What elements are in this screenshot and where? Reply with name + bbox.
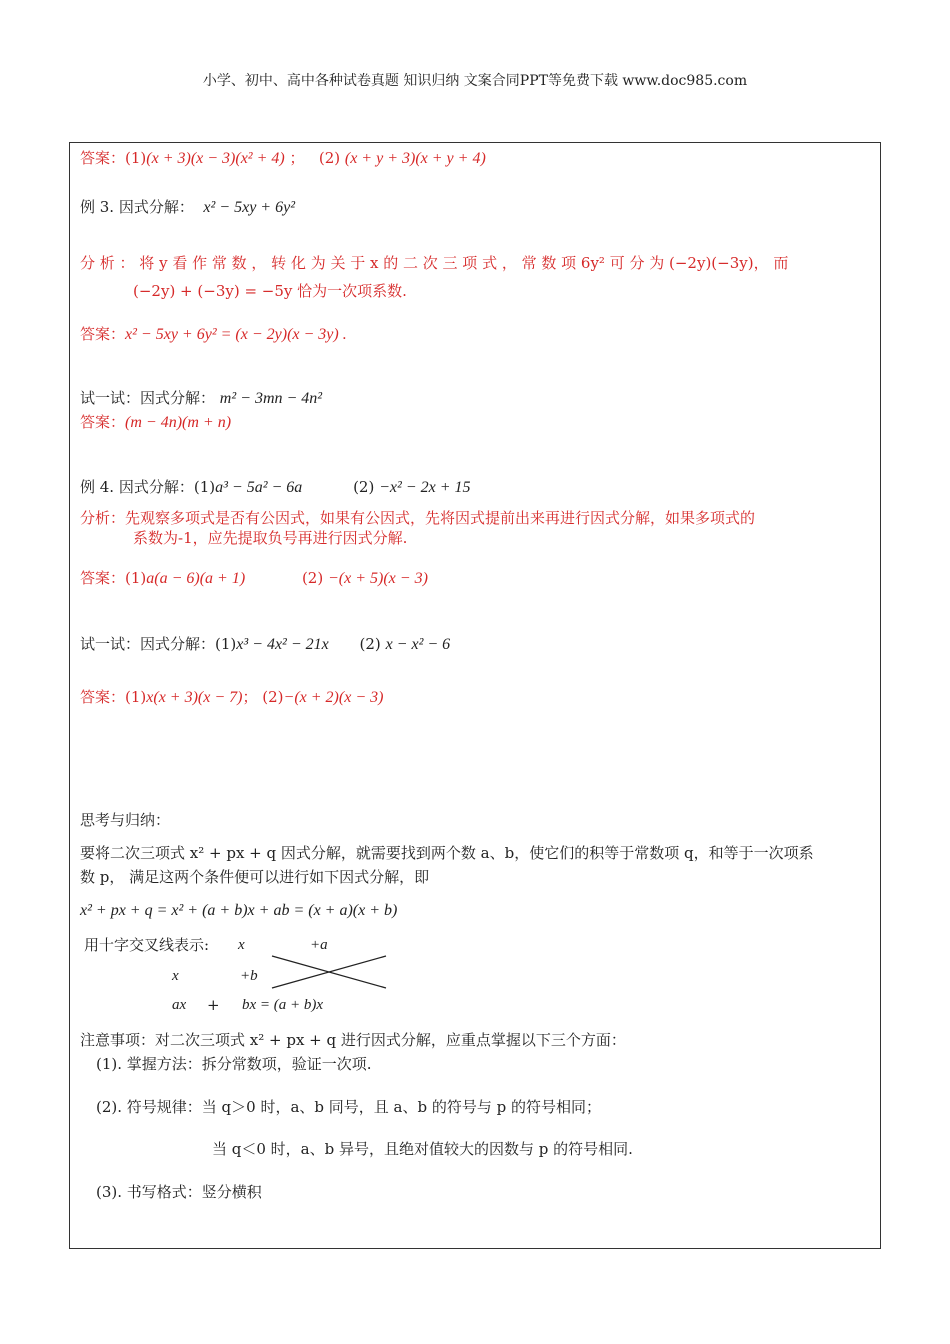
example-4-question — [80, 477, 471, 498]
cross-x-top: x — [238, 937, 245, 953]
summary-title: 思考与归纳： — [80, 811, 171, 829]
answer-label: 答案： — [80, 569, 126, 587]
answer-part2-num: (2) — [301, 569, 324, 587]
note-3: (3). 书写格式：竖分横积 — [96, 1183, 262, 1201]
answer-part1-num: (1) — [125, 688, 147, 706]
cross-lines-diagram — [270, 952, 390, 992]
example-4-analysis-line2: 系数为-1，应先提取负号再进行因式分解. — [133, 529, 408, 547]
example-4-analysis-line1: 分析：先观察多项式是否有公因式，如果有公因式，先将因式提前出来再进行因式分解，如果多项式的 — [80, 509, 756, 527]
question-label: 试一试：因式分解： — [80, 389, 216, 407]
cross-bx: bx = (a + b)x — [242, 997, 324, 1013]
question-label: 例 4. 因式分解：(1) — [80, 478, 216, 496]
answer-part1: a(a − 6)(a + 1) — [146, 570, 246, 587]
cross-b: +b — [240, 968, 258, 984]
example-3-question — [80, 197, 295, 218]
summary-line2: 数 p， 满足这两个条件便可以进行如下因式分解，即 — [80, 868, 430, 886]
cross-ax: ax — [172, 997, 187, 1013]
cross-method-label: 用十字交叉线表示: — [84, 936, 210, 954]
answer-part2-num: (2) — [262, 688, 284, 706]
note-2-continued: 当 q＜0 时，a、b 异号，且绝对值较大的因数与 p 的符号相同. — [212, 1140, 633, 1158]
try-1-question — [80, 388, 322, 409]
cross-x-bottom: x — [172, 968, 179, 984]
question-expression: m² − 3mn − 4n² — [219, 390, 323, 407]
answer-part2: −(x + 5)(x − 3) — [327, 570, 428, 587]
answer-label: 答案： — [80, 413, 126, 431]
question-part2-num: (2) — [359, 635, 381, 653]
question-label: 例 3. 因式分解： — [80, 198, 194, 216]
question-part1: a³ − 5a² − 6a — [215, 479, 303, 496]
cross-plus: + — [207, 996, 220, 1014]
summary-line1: 要将二次三项式 x² + px + q 因式分解，就需要找到两个数 a、b，使它们的积等于常数项 q，和等于一次项系 — [80, 844, 814, 862]
page-header: 小学、初中、高中各种试卷真题 知识归纳 文案合同PPT等免费下载 www.doc985.com — [202, 73, 748, 89]
answer-part2: −(x + 2)(x − 3) — [283, 689, 384, 706]
answer-part2: (x + y + 3)(x + y + 4) — [344, 150, 486, 167]
answer-part2-num: (2) — [318, 149, 341, 167]
question-part2: −x² − 2x + 15 — [379, 479, 471, 496]
answer-label: 答案： — [80, 688, 126, 706]
note-1: (1). 掌握方法：拆分常数项，验证一次项. — [96, 1055, 372, 1073]
note-2: (2). 符号规律：当 q＞0 时，a、b 同号，且 a、b 的符号与 p 的符号相同； — [96, 1098, 602, 1116]
prev-answer — [80, 148, 486, 169]
answer-separator: ； — [242, 688, 258, 706]
answer-expression: (m − 4n)(m + n) — [125, 414, 232, 431]
notes-title: 注意事项：对二次三项式 x² + px + q 进行因式分解，应重点掌握以下三个方面： — [80, 1031, 626, 1049]
try-2-answer — [80, 687, 383, 708]
question-part2-num: (2) — [353, 478, 375, 496]
answer-expression: x² − 5xy + 6y² = (x − 2y)(x − 3y) . — [125, 326, 347, 343]
cross-a: +a — [310, 937, 328, 953]
answer-label: 答案： — [80, 149, 126, 167]
answer-part1-num: (1) — [125, 149, 147, 167]
question-label: 试一试：因式分解：(1) — [80, 635, 237, 653]
summary-formula: x² + px + q = x² + (a + b)x + ab = (x + a)(x + b) — [80, 902, 398, 919]
try-1-answer — [80, 412, 231, 433]
answer-part1-num: (1) — [125, 569, 147, 587]
question-part1: x³ − 4x² − 21x — [236, 636, 329, 653]
answer-separator: ； — [289, 149, 305, 167]
example-4-answer — [80, 568, 428, 589]
example-3-answer — [80, 324, 347, 345]
answer-label: 答案： — [80, 325, 126, 343]
question-part2: x − x² − 6 — [385, 636, 451, 653]
try-2-question — [80, 634, 450, 655]
example-3-analysis-line1: 分 析 ： 将 y 看 作 常 数 ， 转 化 为 关 于 x 的 二 次 三 项 式 ， 常 数 项 6y² 可 分 为 (−2y)(−3y)， 而 — [80, 254, 789, 272]
answer-part1: x(x + 3)(x − 7) — [146, 689, 243, 706]
example-3-analysis-line2: (−2y) + (−3y) = −5y 恰为一次项系数. — [133, 282, 407, 300]
answer-part1: (x + 3)(x − 3)(x² + 4) — [146, 150, 285, 167]
question-expression: x² − 5xy + 6y² — [203, 199, 295, 216]
